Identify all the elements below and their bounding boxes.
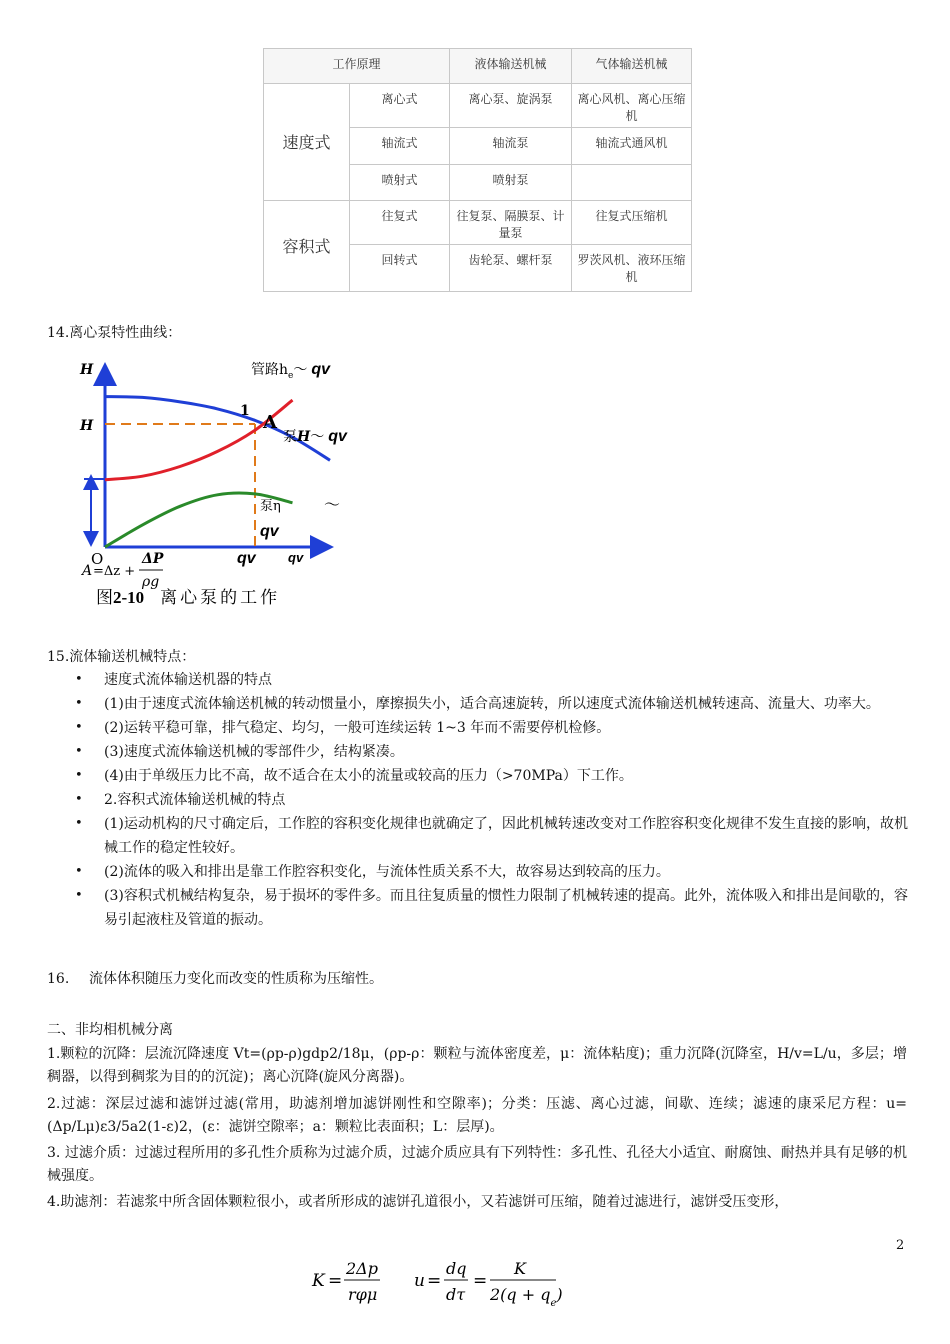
section-2-heading: 二、非均相机械分离: [47, 1022, 173, 1038]
page-number: 2: [896, 1238, 905, 1253]
table-cell-liquid: 齿轮泵、螺杆泵: [450, 245, 572, 292]
a-formula-num: ΔP: [142, 551, 164, 567]
pump-characteristic-chart: [60, 350, 360, 620]
group-velocity: 速度式: [264, 84, 350, 201]
pump-eta-tilde: ～: [324, 495, 341, 514]
table-cell-liquid: 喷射泵: [450, 165, 572, 201]
table-cell-liquid: 往复泵、隔膜泵、计量泵: [450, 201, 572, 245]
paragraph-sedimentation: 1.颗粒的沉降：层流沉降速度 Vt=(ρp-ρ)gdp2/18μ，(ρp-ρ：颗粒与流体密度差，μ：流体粘度)；重力沉降(沉降室，H/v=L/u，多层；增稠器，以得到稠浆为目的的沉淀)；离心沉降(旋风分离器)。: [47, 1046, 907, 1085]
header-liquid: 液体输送机械: [450, 49, 572, 84]
pipe-curve-label: 管路$h_e\sim$ qv: [251, 361, 331, 381]
section-15-title: 15.流体输送机械特点：: [47, 649, 196, 665]
pump-eta-curve-label: 泵η: [260, 499, 281, 514]
table-cell-gas: 轴流式通风机: [572, 128, 692, 165]
list-item: • (3)容积式机械结构复杂，易于损坏的零件多。而且往复质量的惯性力限制了机械转速的提高。此外，流体吸入和排出是间歇的，容易引起液柱及管道的振动。: [72, 884, 908, 932]
paragraph-filter-medium: 3. 过滤介质：过滤过程所用的多孔性介质称为过滤介质，过滤介质应具有下列特性：多孔性、孔径大小适宜、耐腐蚀、耐热并具有足够的机械强度。: [47, 1145, 907, 1184]
formula-u-num2: K: [514, 1259, 526, 1278]
a-formula-den: ρg: [142, 574, 160, 590]
formula-u-eq2: =: [473, 1271, 488, 1291]
features-list: [72, 668, 908, 932]
y-operating-label: H: [80, 418, 94, 434]
section-16-number: 16.: [47, 971, 70, 987]
formula-k-eq: =: [328, 1271, 343, 1291]
formula-u-den1: dτ: [446, 1285, 466, 1304]
pump-h-curve-label: 泵H～ qv: [283, 428, 347, 445]
list-item: • (2)流体的吸入和排出是靠工作腔容积变化，与流体性质关系不大，故容易达到较高的压力。: [72, 860, 908, 884]
figure-caption: 图2-10 离心泵的工作: [96, 588, 281, 608]
operating-point-index: 1: [240, 403, 250, 419]
list-item: • 速度式流体输送机器的特点: [72, 668, 908, 692]
formula-k-lhs: K: [312, 1271, 325, 1291]
origin-label: O: [91, 550, 104, 568]
table-cell-gas: [572, 165, 692, 201]
table-cell-type: 轴流式: [350, 128, 450, 165]
a-formula-eq: =Δz +: [93, 564, 136, 579]
a-formula-a: A: [82, 563, 93, 579]
table-cell-liquid: 轴流泵: [450, 128, 572, 165]
classification-table: [263, 48, 692, 292]
header-gas: 气体输送机械: [572, 49, 692, 84]
table-cell-type: 回转式: [350, 245, 450, 292]
list-item: • (1)由于速度式流体输送机械的转动惯量小，摩擦损失小，适合高速旋转，所以速度式流体输送机械转速高、流量大、功率大。: [72, 692, 908, 716]
formula-block: [300, 1252, 580, 1342]
list-item: • (1)运动机构的尺寸确定后，工作腔的容积变化规律也就确定了，因此机械转速改变对工作腔容积变化规律不发生直接的影响，故机械工作的稳定性较好。: [72, 812, 908, 860]
table-cell-type: 往复式: [350, 201, 450, 245]
section-16-text: 流体体积随压力变化而改变的性质称为压缩性。: [89, 971, 383, 987]
section-14-title: 14.离心泵特性曲线：: [47, 325, 182, 341]
list-item: • (3)速度式流体输送机械的零部件少，结构紧凑。: [72, 740, 908, 764]
table-cell-type: 离心式: [350, 84, 450, 128]
paragraph-filter-aid: 4.助滤剂：若滤浆中所含固体颗粒很小，或者所形成的滤饼孔道很小，又若滤饼可压缩，随着过滤进行，滤饼受压变形，: [47, 1194, 789, 1210]
table-cell-gas: 往复式压缩机: [572, 201, 692, 245]
table-cell-liquid: 离心泵、旋涡泵: [450, 84, 572, 128]
formula-u-eq1: =: [427, 1271, 442, 1291]
table-cell-gas: 离心风机、离心压缩机: [572, 84, 692, 128]
header-principle: 工作原理: [264, 49, 450, 84]
operating-point-label: A: [263, 412, 277, 433]
table-cell-gas: 罗茨风机、液环压缩机: [572, 245, 692, 292]
x-axis-label: qv: [288, 550, 304, 565]
formula-u-den2: $2(q + q_e)$: [490, 1285, 563, 1309]
table-cell-type: 喷射式: [350, 165, 450, 201]
list-item: • (2)运转平稳可靠，排气稳定、均匀，一般可连续运转 1~3 年而不需要停机检修。: [72, 716, 908, 740]
formula-k-den: rφμ: [348, 1285, 378, 1304]
list-item: • (4)由于单级压力比不高，故不适合在太小的流量或较高的压力（>70MPa）下工作。: [72, 764, 908, 788]
formula-u-lhs: u: [414, 1271, 425, 1291]
x-operating-label: qv: [237, 550, 256, 567]
formula-k-num: 2Δp: [346, 1259, 378, 1278]
list-item: • 2.容积式流体输送机械的特点: [72, 788, 908, 812]
paragraph-filtration: 2.过滤：深层过滤和滤饼过滤(常用，助滤剂增加滤饼刚性和空隙率)；分类：压滤、离心过滤，间歇、连续；滤速的康采尼方程：u=(Δp/Lμ)ε3/5a2(1-ε)2，(ε：滤饼空隙率；a：颗粒比表面积；L：层厚)。: [47, 1096, 907, 1135]
formula-u-num1: dq: [446, 1259, 467, 1278]
group-volumetric: 容积式: [264, 201, 350, 292]
y-axis-label: H: [80, 362, 94, 378]
pump-eta-qv: qv: [260, 523, 279, 540]
